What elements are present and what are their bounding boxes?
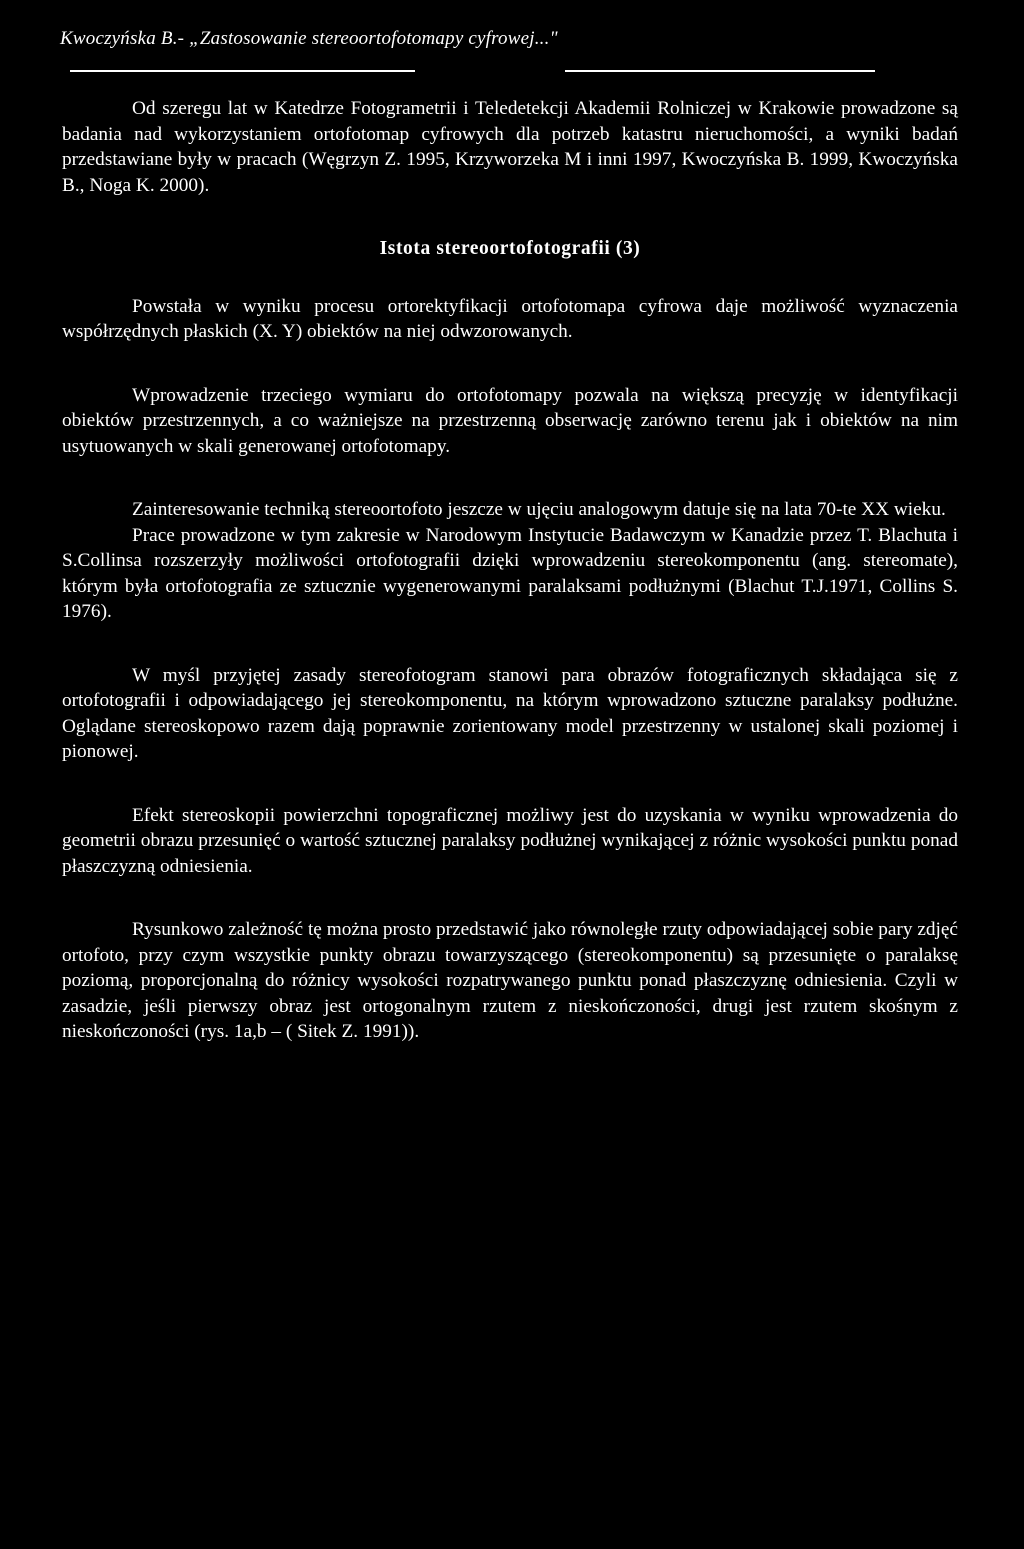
section-heading: Istota stereoortofotografii (3): [379, 238, 641, 259]
paragraph-stereogram: W myśl przyjętej zasady stereofotogram stanowi para obrazów fotograficznych składająca się z ortofotografii i odpowiadającego jej stereokomponentu, na którym wprowadzono sztuczne paralaksy podłużne. Oglądane stereoskopowo razem dają poprawnie zorientowany model przestrzenny w ustalonej skali poziomej i pionowej.: [62, 664, 958, 762]
paragraph-research: Prace prowadzone w tym zakresie w Narodowym Instytucie Badawczym w Kanadzie przez T. Blachuta i S.Collinsa rozszerzyły możliwości ortofotografii dzięki wprowadzeniu stereokomponentu (ang. stereomate), którym była ortofotografia ze sztucznie wygenerowanymi paralaksami podłużnymi (Blachut T.J.1971, Collins S. 1976).: [62, 524, 958, 622]
header-rule-right: [565, 70, 875, 72]
running-header: Kwoczyńska B.- „Zastosowanie stereoortofotomapy cyfrowej...": [60, 28, 558, 49]
document-body: [62, 96, 958, 1083]
paragraph-stereo-effect: Efekt stereoskopii powierzchni topograficznej możliwy jest do uzyskania w wyniku wprowadzenia do geometrii obrazu przesunięć o wartość sztucznej paralaksy podłużnej wynikającej z różnic wysokości punktu ponad płaszczyzną odniesienia.: [62, 804, 958, 877]
paragraph-third-dimension: Wprowadzenie trzeciego wymiaru do ortofotomapy pozwala na większą precyzję w identyfikacji obiektów przestrzennych, a co ważniejsze na przestrzenną obserwację zarówno terenu jak i obiektów na nim usytuowanych w skali generowanej ortofotomapy.: [62, 384, 958, 457]
paragraph-orthophoto: Powstała w wyniku procesu ortorektyfikacji ortofotomapa cyfrowa daje możliwość wyznaczenia współrzędnych płaskich (X. Y) obiektów na niej odwzorowanych.: [62, 295, 958, 342]
paragraph-interest: Zainteresowanie techniką stereoortofoto jeszcze w ujęciu analogowym datuje się na lata 70-te XX wieku.: [132, 499, 946, 520]
header-rule-left: [70, 70, 415, 72]
paragraph-intro: Od szeregu lat w Katedrze Fotogrametrii i Teledetekcji Akademii Rolniczej w Krakowie prowadzone są badania nad wykorzystaniem ortofotomap cyfrowych dla potrzeb katastru nieruchomości, a wyniki badań przedstawiane były w pracach (Węgrzyn Z. 1995, Krzyworzeka M i inni 1997, Kwoczyńska B. 1999, Kwoczyńska B., Noga K. 2000).: [62, 98, 958, 196]
paragraph-projection: Rysunkowo zależność tę można prosto przedstawić jako równoległe rzuty odpowiadającej sobie pary zdjęć ortofoto, przy czym wszystkie punkty obrazu towarzyszącego (stereokomponentu) są przesunięte o paralaksę poziomą, proporcjonalną do różnicy wysokości rozpatrywanego punktu ponad płaszczyznę odniesienia. Czyli w zasadzie, jeśli pierwszy obraz jest ortogonalnym rzutem z nieskończoności, drugi jest rzutem skośnym z nieskończoności (rys. 1a,b – ( Sitek Z. 1991)).: [62, 919, 958, 1042]
